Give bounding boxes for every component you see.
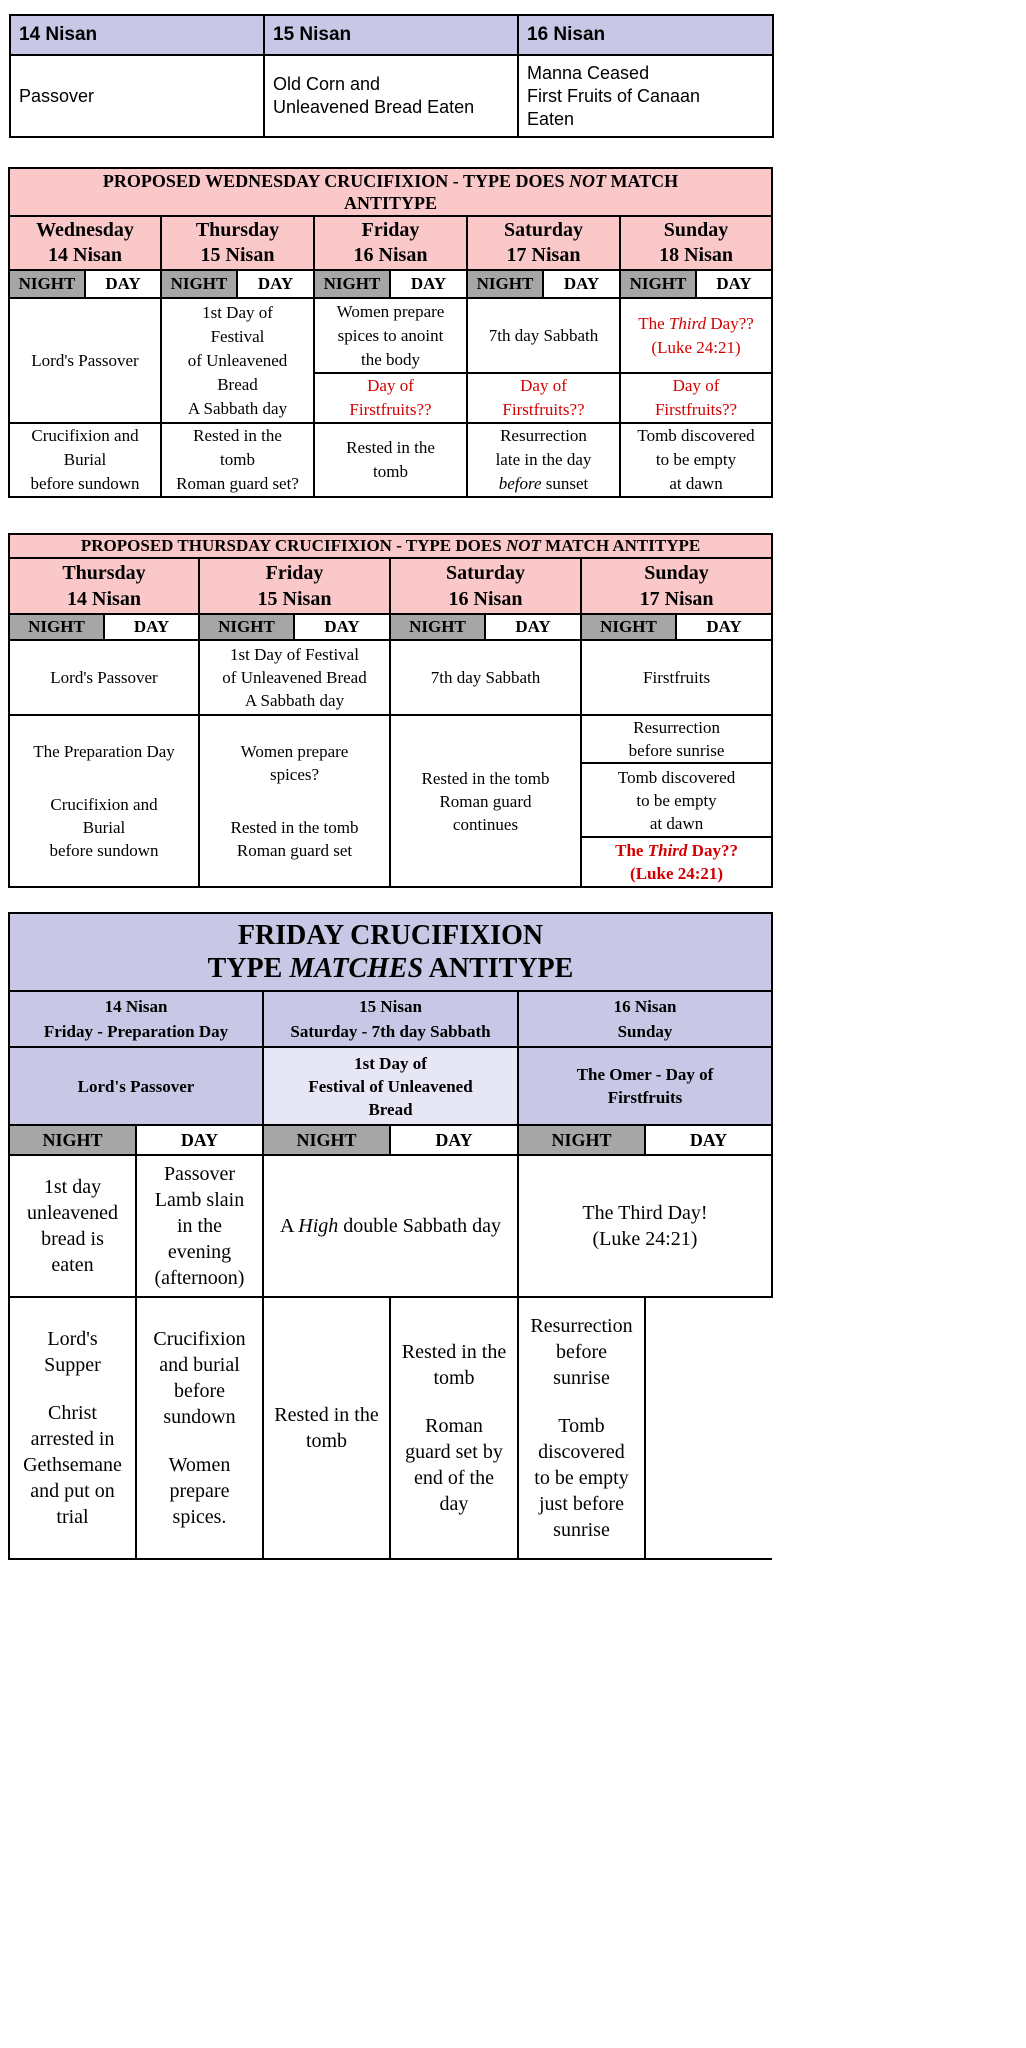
- cell-firstfruits: Firstfruits: [581, 640, 772, 715]
- cell-high-double-sabbath: A High double Sabbath day: [263, 1155, 518, 1297]
- text-line: Unleavened Bread Eaten: [273, 97, 475, 117]
- cell-women-prepare-spices: Women prepare spices? Rested in the tomb Roman guard set: [199, 715, 390, 887]
- cell-lords-passover: Lord's Passover: [9, 640, 199, 715]
- cell-preparation-day: The Preparation Day Crucifixion and Burial before sundown: [9, 715, 199, 887]
- night-label: NIGHT: [9, 1125, 136, 1155]
- day-header-saturday: Saturday 17 Nisan: [467, 216, 620, 270]
- cell-rested-tomb-guard: Rested in the tomb Roman guard set by end of the day: [390, 1297, 518, 1559]
- friday-crucifixion-table: [8, 912, 773, 1560]
- feast-omer-firstfruits: The Omer - Day of Firstfruits: [518, 1047, 772, 1125]
- cell-day-of-firstfruits: Day of Firstfruits??: [620, 373, 772, 423]
- cell-rested-tomb: Rested in the tomb: [314, 423, 467, 497]
- night-label: NIGHT: [620, 270, 696, 298]
- night-label: NIGHT: [199, 614, 294, 640]
- cell-resurrection-late: Resurrection late in the day before sunset: [467, 423, 620, 497]
- day-label: DAY: [294, 614, 390, 640]
- day-label: DAY: [136, 1125, 263, 1155]
- day-header-thursday: Thursday 15 Nisan: [161, 216, 314, 270]
- cell-the-third-day: The Third Day! (Luke 24:21): [518, 1155, 772, 1297]
- day-header-thursday: Thursday 14 Nisan: [9, 558, 199, 614]
- cell-tomb-discovered: Tomb discovered to be empty at dawn: [581, 763, 772, 837]
- cell-women-prepare-spices: Women prepare spices to anoint the body: [314, 298, 467, 373]
- day-label: DAY: [676, 614, 772, 640]
- day-label: DAY: [85, 270, 161, 298]
- day-header-sunday: Sunday 18 Nisan: [620, 216, 772, 270]
- day-label: DAY: [104, 614, 199, 640]
- day-label: DAY: [390, 1125, 518, 1155]
- column-header-14-nisan: 14 Nisan Friday - Preparation Day: [9, 991, 263, 1047]
- night-label: NIGHT: [390, 614, 485, 640]
- cell-seventh-day-sabbath: 7th day Sabbath: [390, 640, 581, 715]
- day-header-friday: Friday 15 Nisan: [199, 558, 390, 614]
- cell-lords-supper-arrest: Lord's Supper Christ arrested in Gethsemane and put on trial: [9, 1297, 136, 1559]
- night-label: NIGHT: [161, 270, 237, 298]
- cell-crucifixion-burial: Crucifixion and Burial before sundown: [9, 423, 161, 497]
- header-14-nisan: 14 Nisan: [10, 15, 264, 55]
- text-line: Eaten: [527, 108, 575, 129]
- cell-day-of-firstfruits: Day of Firstfruits??: [314, 373, 467, 423]
- text-line: First Fruits of Canaan: [527, 85, 701, 106]
- day-label: DAY: [645, 1125, 772, 1155]
- night-label: NIGHT: [314, 270, 390, 298]
- cell-lords-passover: Lord's Passover: [9, 298, 161, 423]
- cell-crucifixion-burial: Crucifixion and burial before sundown Women prepare spices.: [136, 1297, 263, 1559]
- day-header-saturday: Saturday 16 Nisan: [390, 558, 581, 614]
- cell-resurrection: Resurrection before sunrise: [581, 715, 772, 763]
- wednesday-crucifixion-table: [8, 167, 773, 498]
- wednesday-title: [9, 168, 772, 216]
- day-header-sunday: Sunday 17 Nisan: [581, 558, 772, 614]
- cell-passover: Passover: [10, 55, 264, 137]
- cell-manna-ceased: [518, 55, 773, 137]
- cell-third-day: The Third Day?? (Luke 24:21): [620, 298, 772, 373]
- thursday-title: PROPOSED THURSDAY CRUCIFIXION - TYPE DOES NOT MATCH ANTITYPE: [9, 534, 772, 558]
- day-label: DAY: [696, 270, 772, 298]
- night-label: NIGHT: [9, 270, 85, 298]
- day-header-friday: Friday 16 Nisan: [314, 216, 467, 270]
- cell-passover-lamb-slain: Passover Lamb slain in the evening (afternoon): [136, 1155, 263, 1297]
- title-line: PROPOSED WEDNESDAY CRUCIFIXION - TYPE DOES NOT MATCH: [102, 171, 679, 191]
- title-line: ANTITYPE: [344, 193, 438, 213]
- header-15-nisan: 15 Nisan: [264, 15, 518, 55]
- day-label: DAY: [543, 270, 620, 298]
- day-label: DAY: [485, 614, 581, 640]
- cell-rested-tomb-guard: Rested in the tomb Roman guard continues: [390, 715, 581, 887]
- cell-day-of-firstfruits: Day of Firstfruits??: [467, 373, 620, 423]
- nisan-summary-table: [9, 14, 774, 138]
- text-line: Old Corn and: [273, 74, 381, 94]
- night-label: NIGHT: [9, 614, 104, 640]
- feast-unleavened-bread: 1st Day of Festival of Unleavened Bread: [263, 1047, 518, 1125]
- day-label: DAY: [390, 270, 467, 298]
- cell-seventh-day-sabbath: 7th day Sabbath: [467, 298, 620, 373]
- cell-resurrection-tomb-discovered: Resurrection before sunrise Tomb discovered to be empty just before sunrise: [518, 1297, 645, 1559]
- cell-tomb-discovered: Tomb discovered to be empty at dawn: [620, 423, 772, 497]
- night-label: NIGHT: [263, 1125, 390, 1155]
- column-header-15-nisan: 15 Nisan Saturday - 7th day Sabbath: [263, 991, 518, 1047]
- cell-third-day: The Third Day?? (Luke 24:21): [581, 837, 772, 887]
- text-line: Manna Ceased: [527, 62, 650, 83]
- night-label: NIGHT: [467, 270, 543, 298]
- header-16-nisan: 16 Nisan: [518, 15, 773, 55]
- cell-empty: [645, 1297, 772, 1559]
- cell-rested-tomb: Rested in the tomb: [263, 1297, 390, 1559]
- cell-old-corn: [264, 55, 518, 137]
- day-label: DAY: [237, 270, 314, 298]
- cell-unleavened-bread-eaten: 1st day unleavened bread is eaten: [9, 1155, 136, 1297]
- thursday-crucifixion-table: [8, 533, 773, 888]
- column-header-16-nisan: 16 Nisan Sunday: [518, 991, 772, 1047]
- feast-lords-passover: Lord's Passover: [9, 1047, 263, 1125]
- friday-title: FRIDAY CRUCIFIXION TYPE MATCHES ANTITYPE: [9, 913, 772, 991]
- cell-rested-tomb-guard: Rested in the tomb Roman guard set?: [161, 423, 314, 497]
- night-label: NIGHT: [518, 1125, 645, 1155]
- night-label: NIGHT: [581, 614, 676, 640]
- day-header-wednesday: Wednesday 14 Nisan: [9, 216, 161, 270]
- cell-first-day-festival: 1st Day of Festival of Unleavened Bread A Sabbath day: [161, 298, 314, 423]
- cell-first-day-festival: 1st Day of Festival of Unleavened Bread A Sabbath day: [199, 640, 390, 715]
